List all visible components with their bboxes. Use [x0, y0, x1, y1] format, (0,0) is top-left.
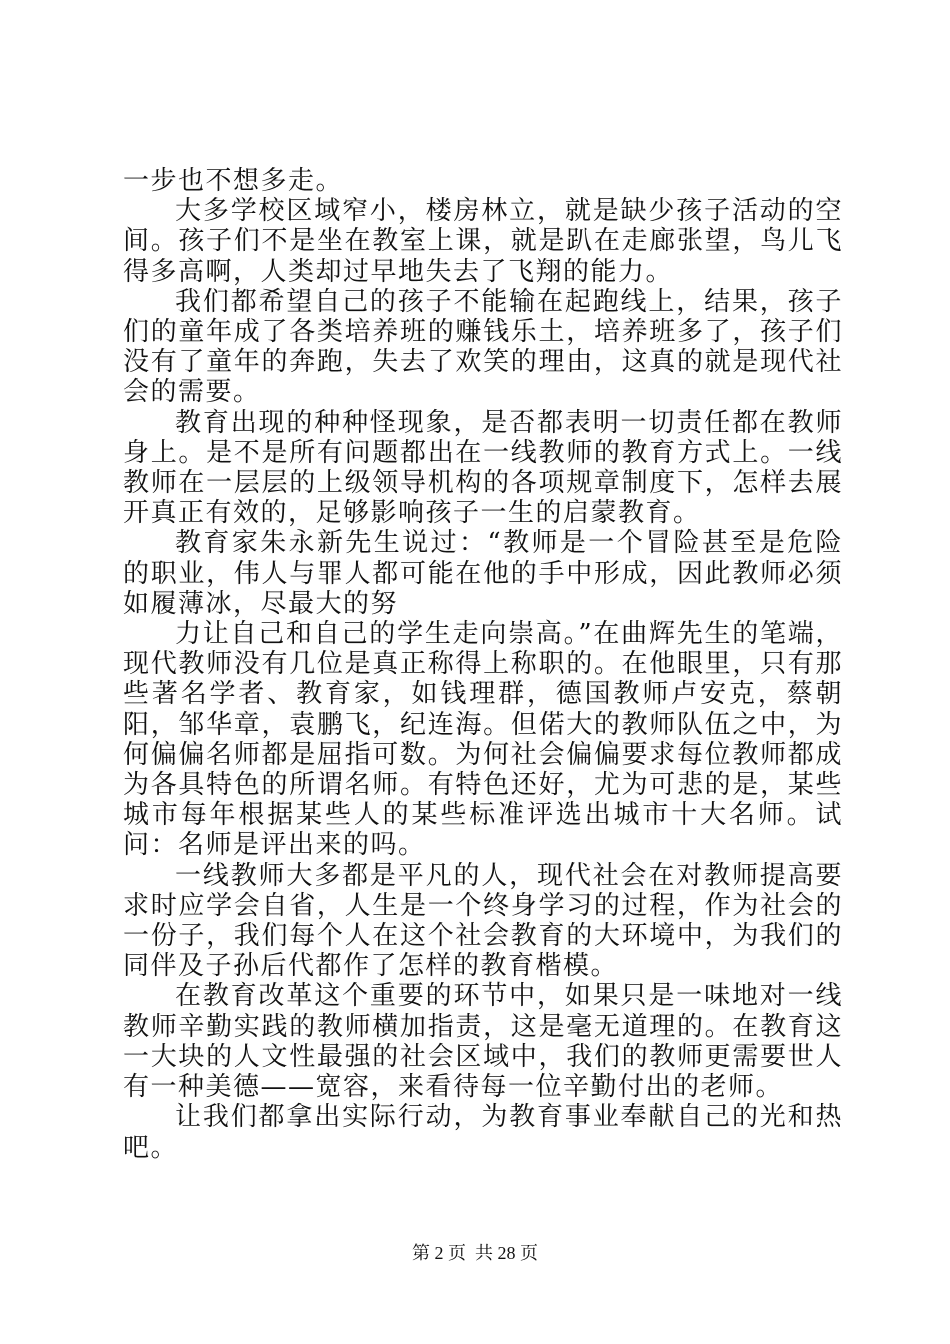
page-total: 共 28 页 — [475, 1243, 538, 1263]
paragraph-6: 力让自己和自己的学生走向崇高。”在曲辉先生的笔端，现代教师没有几位是真正称得上称职的。在他眼里，只有那些著名学者、教育家，如钱理群，德国教师卢安克，蔡朝阳，邹华章，袁鹏飞，纪连海。但偌大的教师队伍之中，为何偏偏名师都是屈指可数。为何社会偏偏要求每位教师都成为各具特色的所谓名师。有特色还好，尤为可悲的是，某些城市每年根据某些人的某些标准评选出城市十大名师。试问：名师是评出来的吗。 — [123, 619, 843, 861]
page-number: 第 2 页 — [412, 1243, 466, 1263]
paragraph-3: 我们都希望自己的孩子不能输在起跑线上，结果，孩子们的童年成了各类培养班的赚钱乐土，培养班多了，孩子们没有了童年的奔跑，失去了欢笑的理由，这真的就是现代社会的需要。 — [123, 286, 843, 408]
paragraph-8: 在教育改革这个重要的环节中，如果只是一味地对一线教师辛勤实践的教师横加指责，这是毫无道理的。在教育这一大块的人文性最强的社会区域中，我们的教师更需要世人有一种美德——宽容，来看待每一位辛勤付出的老师。 — [123, 981, 843, 1103]
paragraph-5: 教育家朱永新先生说过：“教师是一个冒险甚至是危险的职业，伟人与罪人都可能在他的手中形成，因此教师必须如履薄冰，尽最大的努 — [123, 528, 843, 619]
paragraph-9: 让我们都拿出实际行动，为教育事业奉献自己的光和热吧。 — [123, 1102, 843, 1163]
footer-separator — [466, 1243, 475, 1263]
document-body — [123, 166, 843, 1163]
paragraph-1: 一步也不想多走。 — [123, 166, 344, 196]
page-footer — [0, 1241, 950, 1265]
paragraph-4: 教育出现的种种怪现象，是否都表明一切责任都在教师身上。是不是所有问题都出在一线教师的教育方式上。一线教师在一层层的上级领导机构的各项规章制度下，怎样去展开真正有效的，足够影响孩子一生的启蒙教育。 — [123, 407, 843, 529]
paragraph-2: 大多学校区域窄小，楼房林立，就是缺少孩子活动的空间。孩子们不是坐在教室上课，就是趴在走廊张望，鸟儿飞得多高啊，人类却过早地失去了飞翔的能力。 — [123, 196, 843, 287]
paragraph-7: 一线教师大多都是平凡的人，现代社会在对教师提高要求时应学会自省，人生是一个终身学习的过程，作为社会的一份子，我们每个人在这个社会教育的大环境中，为我们的同伴及子孙后代都作了怎样的教育楷模。 — [123, 860, 843, 982]
